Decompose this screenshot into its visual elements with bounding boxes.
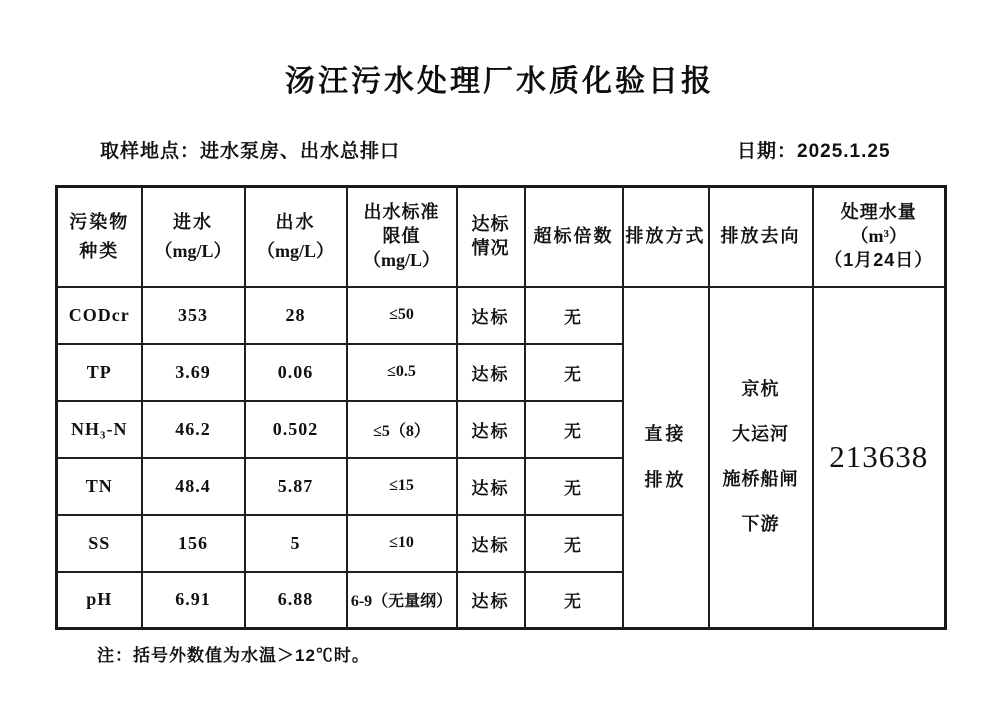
compliance-status: 达标 bbox=[457, 401, 525, 458]
compliance-status: 达标 bbox=[457, 344, 525, 401]
pollutant-name: pH bbox=[57, 572, 142, 629]
pollutant-name: SS bbox=[57, 515, 142, 572]
influent-value: 156 bbox=[142, 515, 245, 572]
influent-value: 353 bbox=[142, 287, 245, 344]
col-header-pollutant-type: 污染物 种类 bbox=[57, 187, 142, 287]
col-header-effluent: 出水 （mg/L） bbox=[245, 187, 347, 287]
col-header-effluent-limit: 出水标准 限值 （mg/L） bbox=[347, 187, 457, 287]
exceed-multiple: 无 bbox=[525, 515, 623, 572]
col-header-treated-volume: 处理水量 （m³） （1月24日） bbox=[813, 187, 946, 287]
exceed-multiple: 无 bbox=[525, 344, 623, 401]
exceed-multiple: 无 bbox=[525, 572, 623, 629]
report-date: 日期：2025.1.25 bbox=[737, 141, 891, 162]
effluent-value: 0.06 bbox=[245, 344, 347, 401]
influent-value: 46.2 bbox=[142, 401, 245, 458]
effluent-value: 5.87 bbox=[245, 458, 347, 515]
limit-value: 6-9（无量纲） bbox=[347, 572, 457, 629]
effluent-value: 5 bbox=[245, 515, 347, 572]
col-header-influent: 进水 （mg/L） bbox=[142, 187, 245, 287]
table-row-codcr bbox=[57, 287, 946, 344]
effluent-value: 6.88 bbox=[245, 572, 347, 629]
report-title: 汤汪污水处理厂水质化验日报 bbox=[285, 65, 714, 98]
col-header-discharge-method: 排放方式 bbox=[623, 187, 709, 287]
influent-value: 48.4 bbox=[142, 458, 245, 515]
limit-value: ≤15 bbox=[347, 458, 457, 515]
limit-value: ≤5（8） bbox=[347, 401, 457, 458]
compliance-status: 达标 bbox=[457, 458, 525, 515]
compliance-status: 达标 bbox=[457, 287, 525, 344]
effluent-value: 0.502 bbox=[245, 401, 347, 458]
effluent-value: 28 bbox=[245, 287, 347, 344]
exceed-multiple: 无 bbox=[525, 287, 623, 344]
limit-value: ≤0.5 bbox=[347, 344, 457, 401]
col-header-exceed-multiple: 超标倍数 bbox=[525, 187, 623, 287]
discharge-method-cell: 直接 排放 bbox=[623, 287, 709, 629]
limit-value: ≤50 bbox=[347, 287, 457, 344]
pollutant-name: TN bbox=[57, 458, 142, 515]
pollutant-name: TP bbox=[57, 344, 142, 401]
sampling-location: 取样地点：进水泵房、出水总排口 bbox=[100, 141, 401, 162]
col-header-compliance: 达标 情况 bbox=[457, 187, 525, 287]
header-row bbox=[57, 187, 946, 287]
influent-value: 3.69 bbox=[142, 344, 245, 401]
treated-volume-value: 213638 bbox=[813, 287, 946, 629]
compliance-status: 达标 bbox=[457, 515, 525, 572]
footnote: 注：括号外数值为水温＞12℃时。 bbox=[97, 646, 370, 665]
discharge-destination-cell: 京杭 大运河 施桥船闸 下游 bbox=[709, 287, 813, 629]
exceed-multiple: 无 bbox=[525, 401, 623, 458]
water-quality-table bbox=[55, 185, 947, 630]
exceed-multiple: 无 bbox=[525, 458, 623, 515]
influent-value: 6.91 bbox=[142, 572, 245, 629]
pollutant-name: NH₃-N bbox=[57, 401, 142, 458]
col-header-discharge-destination: 排放去向 bbox=[709, 187, 813, 287]
pollutant-name: CODcr bbox=[57, 287, 142, 344]
limit-value: ≤10 bbox=[347, 515, 457, 572]
compliance-status: 达标 bbox=[457, 572, 525, 629]
